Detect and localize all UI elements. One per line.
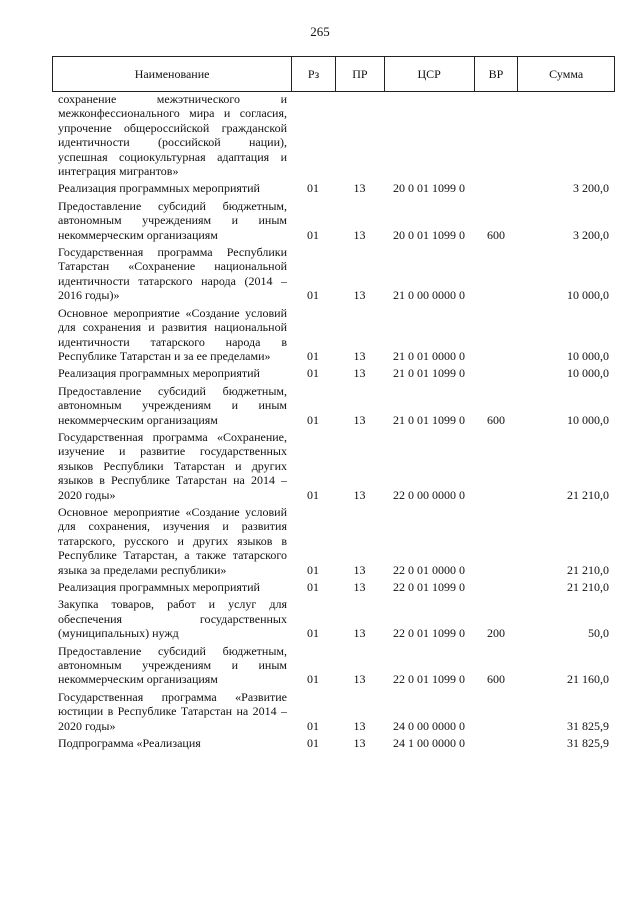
row-pr: 13: [353, 580, 366, 594]
row-sum: 21 210,0: [567, 580, 609, 594]
header-csr: ЦСР: [384, 57, 474, 91]
row-rz: 01: [307, 288, 319, 303]
row-csr: 21 0 00 0000 0: [393, 288, 465, 303]
budget-table: [52, 56, 615, 753]
row-pr: 13: [353, 736, 366, 751]
row-sum: 31 825,9: [567, 736, 609, 751]
row-sum: 21 210,0: [567, 487, 609, 502]
row-csr: 22 0 00 0000 0: [393, 487, 465, 502]
row-csr: 22 0 01 1099 0: [393, 672, 465, 687]
row-rz: 01: [307, 718, 319, 733]
row-name: сохранение межэтнического и межконфессионального мира и согласия, упрочение общероссийской гражданской идентичности (российской нации), успешная социокультурная адаптация и интеграция мигрантов»: [58, 92, 287, 179]
row-vr: 600: [487, 412, 505, 427]
header-name: Наименование: [134, 66, 210, 81]
row-name: Предоставление субсидий бюджетным, автономным учреждениям и иным некоммерческим организациям: [58, 383, 287, 427]
row-vr: 600: [487, 227, 505, 242]
row-vr: 600: [487, 672, 505, 687]
row-pr: 13: [353, 487, 366, 502]
row-name: Основное мероприятие «Создание условий для сохранения, изучения и развития татарского, русского и других языков в Республике Татарстан, а также татарского языка за пределами республики»: [58, 504, 287, 577]
row-sum: 3 200,0: [573, 227, 609, 242]
table-row: [52, 505, 615, 580]
row-pr: 13: [353, 412, 366, 427]
row-sum: 10 000,0: [567, 348, 609, 363]
table-row: [52, 92, 615, 181]
row-rz: 01: [307, 736, 319, 751]
row-rz: 01: [307, 487, 319, 502]
row-rz: 01: [307, 580, 319, 594]
row-name: Реализация программных мероприятий: [58, 580, 260, 594]
row-name: Государственная программа «Сохранение, изучение и развитие государственных языков Республики Татарстан и других языков в Республике Татарстан на 2014 – 2020 годы»: [58, 429, 287, 502]
table-row: [52, 597, 615, 643]
header-rz: Рз: [291, 57, 335, 91]
header-pr: ПР: [335, 57, 384, 91]
row-csr: 24 1 00 0000 0: [393, 736, 465, 751]
row-pr: 13: [353, 181, 366, 196]
row-rz: 01: [307, 366, 319, 381]
row-sum: 10 000,0: [567, 288, 609, 303]
row-csr: 20 0 01 1099 0: [393, 181, 465, 196]
row-pr: 13: [353, 288, 366, 303]
row-rz: 01: [307, 227, 319, 242]
row-name: Закупка товаров, работ и услуг для обеспечения государственных (муниципальных) нужд: [58, 597, 287, 641]
row-sum: 3 200,0: [573, 181, 609, 196]
row-name: Подпрограмма «Реализация: [58, 736, 201, 751]
row-pr: 13: [353, 626, 366, 641]
row-sum: 21 160,0: [567, 672, 609, 687]
table-row: [52, 306, 615, 367]
row-rz: 01: [307, 181, 319, 196]
table-row: [52, 690, 615, 736]
table-row: [52, 384, 615, 430]
row-pr: 13: [353, 348, 366, 363]
row-rz: 01: [307, 672, 319, 687]
table-row: [52, 644, 615, 690]
row-pr: 13: [353, 562, 366, 577]
row-name: Государственная программа Республики Татарстан «Сохранение национальной идентичности татарского народа (2014 – 2016 годы)»: [58, 245, 287, 303]
row-pr: 13: [353, 227, 366, 242]
table-row: [52, 245, 615, 306]
row-rz: 01: [307, 562, 319, 577]
row-sum: 50,0: [588, 626, 609, 641]
header-sum: Сумма: [517, 57, 614, 91]
row-name: Основное мероприятие «Создание условий для сохранения и развития национальной идентичности татарского народа в Республике Татарстан и за ее пределами»: [58, 305, 287, 363]
row-csr: 22 0 01 0000 0: [393, 562, 465, 577]
table-row: [52, 181, 615, 198]
row-pr: 13: [353, 718, 366, 733]
row-name: Предоставление субсидий бюджетным, автономным учреждениям и иным некоммерческим организациям: [58, 643, 287, 687]
row-csr: 24 0 00 0000 0: [393, 718, 465, 733]
row-sum: 21 210,0: [567, 562, 609, 577]
table-body: [52, 92, 615, 753]
row-csr: 22 0 01 1099 0: [393, 626, 465, 641]
row-name: Реализация программных мероприятий: [58, 366, 260, 381]
row-sum: 31 825,9: [567, 718, 609, 733]
row-name: Государственная программа «Развитие юстиции в Республике Татарстан на 2014 – 2020 годы»: [58, 689, 287, 733]
row-sum: 10 000,0: [567, 366, 609, 381]
table-row: [52, 366, 615, 383]
table-row: [52, 736, 615, 753]
row-csr: 21 0 01 1099 0: [393, 366, 465, 381]
table-row: [52, 580, 615, 597]
row-vr: 200: [487, 626, 505, 641]
table-header: [52, 56, 615, 92]
row-csr: 22 0 01 1099 0: [393, 580, 465, 594]
row-pr: 13: [353, 366, 366, 381]
row-rz: 01: [307, 348, 319, 363]
row-rz: 01: [307, 412, 319, 427]
table-row: [52, 430, 615, 505]
row-name: Реализация программных мероприятий: [58, 181, 260, 196]
row-pr: 13: [353, 672, 366, 687]
row-csr: 20 0 01 1099 0: [393, 227, 465, 242]
header-vr: ВР: [474, 57, 518, 91]
row-rz: 01: [307, 626, 319, 641]
page-number: 265: [310, 24, 330, 39]
row-sum: 10 000,0: [567, 412, 609, 427]
row-csr: 21 0 01 0000 0: [393, 348, 465, 363]
row-name: Предоставление субсидий бюджетным, автономным учреждениям и иным некоммерческим организациям: [58, 198, 287, 242]
table-row: [52, 199, 615, 245]
row-csr: 21 0 01 1099 0: [393, 412, 465, 427]
